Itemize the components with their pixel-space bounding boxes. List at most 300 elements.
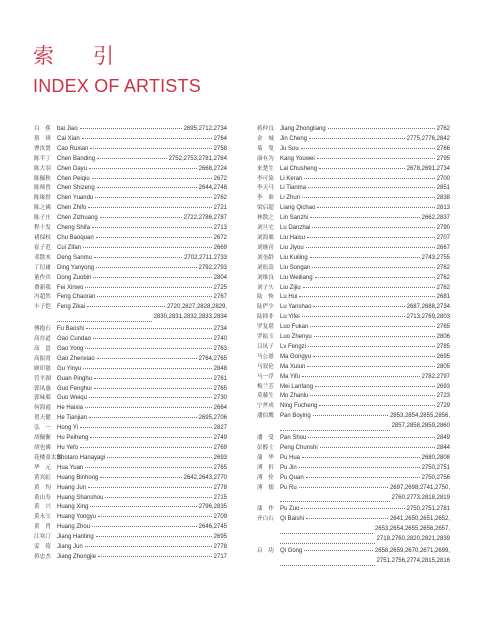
page-numbers: 2718,2760,2820,2821,2839	[376, 536, 450, 543]
artist-name-en: Pu Quan	[280, 474, 304, 481]
index-entry-body	[57, 434, 227, 444]
artist-name-zh: 费新我	[34, 284, 51, 291]
dot-leader	[82, 138, 212, 139]
index-entry-body	[57, 404, 227, 414]
index-entry-body	[280, 343, 450, 353]
artist-name-en: Gu Yinyu	[57, 365, 82, 372]
index-entry	[257, 254, 450, 264]
index-entry-line	[57, 464, 227, 474]
artist-name-en: Ma Gongyu	[280, 353, 312, 360]
dot-leader	[312, 267, 434, 268]
index-entry-line	[280, 125, 450, 135]
index-entry-body	[57, 543, 227, 553]
artist-name-zh: 顾印愚	[34, 365, 51, 372]
index-entry	[257, 293, 450, 303]
artist-name-en: Li Zhun	[280, 195, 301, 202]
artist-name-zh: 崔子范	[34, 244, 51, 251]
artist-name-en: Pu Ru	[280, 484, 297, 491]
index-entry-line	[280, 293, 450, 303]
index-entry-line	[57, 404, 227, 414]
index-entry	[34, 394, 227, 404]
dot-leader	[317, 207, 434, 208]
index-entry	[34, 385, 227, 395]
dot-leader	[105, 497, 211, 498]
dot-leader	[307, 366, 434, 367]
page-numbers: 2713,2769,2803	[406, 314, 450, 321]
artist-name-en: Ma Xulun	[280, 363, 306, 370]
artist-name-en: Pu Hua	[280, 454, 301, 461]
index-entry-body	[280, 353, 450, 363]
index-entry-line	[57, 194, 227, 204]
index-entry	[34, 204, 227, 214]
artist-name-en: Chen Banding	[57, 155, 96, 162]
dot-leader	[96, 536, 212, 537]
dot-leader	[314, 336, 435, 337]
artist-name-zh: 潘 受	[257, 435, 274, 442]
artist-name-zh: 丁衍庸	[34, 264, 51, 271]
artist-name-zh: 白 蕉	[34, 126, 51, 132]
page-numbers: 2695	[436, 353, 450, 360]
page-numbers: 2785	[436, 343, 450, 350]
artist-name-zh: 蔡 琪	[34, 135, 51, 142]
artist-name-zh: 马一浮	[257, 373, 274, 380]
index-entry-body	[57, 184, 227, 194]
dot-leader	[97, 358, 197, 359]
index-entry-body	[57, 175, 227, 185]
dot-leader	[313, 356, 435, 357]
artist-name-en: Lai Chusheng	[280, 165, 318, 172]
page-numbers: 2680,2808	[421, 454, 450, 461]
index-entry-body	[57, 533, 227, 543]
index-entry-body	[57, 244, 227, 254]
index-entry-line	[57, 355, 227, 365]
artist-name-en: Li Keran	[280, 175, 303, 182]
index-entry	[34, 444, 227, 454]
artist-name-zh: 潘伯鹰	[257, 413, 274, 420]
artist-name-en: Jiang Hanting	[57, 534, 94, 541]
dot-leader	[310, 217, 420, 218]
artist-name-zh: 陈师曾	[34, 185, 51, 192]
artist-name-en: Gao Yong	[57, 345, 84, 352]
page-numbers: 2762	[436, 126, 450, 132]
index-column-left	[34, 125, 227, 563]
artist-name-zh: 华 元	[34, 464, 51, 471]
index-entry	[34, 474, 227, 484]
index-entry	[257, 454, 450, 464]
index-entry	[34, 404, 227, 414]
index-entry	[257, 373, 450, 383]
artist-name-en: Ma Yifu	[280, 373, 301, 380]
artist-name-zh: 邓散木	[34, 254, 51, 261]
artist-name-zh: 陈之佛	[34, 205, 51, 212]
index-entry	[34, 553, 227, 563]
index-entry-line	[57, 293, 227, 303]
index-entry	[257, 224, 450, 234]
index-entry-body	[280, 155, 450, 165]
artist-name-zh: 胡也佛	[34, 445, 51, 451]
page-numbers: 2813	[436, 205, 450, 212]
page-numbers: 2653,2654,2655,2656,2657,	[374, 526, 450, 533]
index-entry-line	[57, 523, 227, 533]
index-entry-line	[280, 214, 450, 224]
artist-name-en: Lv Fengzi	[280, 343, 307, 350]
artist-name-en: Ju Sou	[280, 145, 299, 152]
artist-name-en: Lin Sanzhi	[280, 215, 309, 222]
page-numbers: 2775,2776,2842	[406, 135, 450, 142]
artist-name-zh: 蒋忠杰	[34, 553, 51, 560]
index-entry	[34, 254, 227, 264]
dot-leader	[92, 227, 212, 228]
index-entry-body	[280, 474, 450, 484]
index-entry-line	[280, 363, 450, 373]
index-entry	[34, 175, 227, 185]
index-entry	[34, 325, 227, 335]
index-entry-body	[57, 494, 227, 504]
index-entry-line	[280, 254, 450, 264]
artist-name-zh: 马公愚	[257, 353, 274, 360]
page-numbers: 2743,2755	[421, 254, 450, 261]
index-entry-body	[57, 274, 227, 284]
artist-name-en: Shotaro Hanayagi	[57, 454, 106, 461]
index-entry-line	[280, 224, 450, 234]
page-numbers: 2764,2765	[198, 355, 227, 362]
page-numbers: 2678,2691,2734	[406, 165, 450, 172]
artist-name-en: Cheng Shifa	[57, 225, 91, 232]
index-entry	[34, 484, 227, 494]
index-entry-body	[280, 383, 450, 393]
artist-name-zh: 罗复堪	[257, 324, 274, 331]
artist-name-zh: 刘子久	[257, 284, 274, 291]
artist-name-zh: 黄宾虹	[34, 474, 51, 481]
index-entry	[257, 412, 450, 432]
artist-name-zh: 郭味蕖	[34, 395, 51, 402]
index-entry	[257, 264, 450, 274]
index-entry-body	[57, 375, 227, 385]
dot-leader	[328, 128, 435, 129]
dot-leader	[97, 187, 197, 188]
page-numbers: 2702,2711,2733	[184, 254, 227, 261]
page-numbers: 2697,2698,2741,2750,	[389, 484, 450, 491]
artist-name-zh: 刘继卣	[257, 244, 274, 251]
index-entry-continuation	[57, 313, 227, 323]
index-entry-line	[280, 204, 450, 214]
index-entry-line	[57, 543, 227, 553]
artist-name-en: He Haixia	[57, 405, 84, 412]
index-entry-body	[280, 184, 450, 194]
dot-leader	[280, 421, 390, 431]
index-entry-body	[57, 474, 227, 484]
index-entry-line	[280, 402, 450, 412]
index-entry	[257, 303, 450, 313]
index-entry	[34, 543, 227, 553]
dot-leader	[88, 487, 212, 488]
page-numbers: 2804	[213, 274, 227, 281]
page-numbers: 2795	[436, 155, 450, 162]
index-entry-body	[280, 434, 450, 444]
index-entry-line	[57, 254, 227, 264]
index-entry-line	[57, 553, 227, 563]
index-entry-body	[57, 234, 227, 244]
dot-leader	[93, 338, 212, 339]
index-entry-body	[57, 284, 227, 294]
artist-name-zh: 郭凤惠	[34, 385, 51, 392]
artist-name-zh: 李 准	[257, 195, 274, 202]
index-entry-body	[280, 303, 450, 313]
index-entry-body	[57, 355, 227, 365]
artist-name-zh: 马叙伦	[257, 363, 274, 370]
index-entry-line	[57, 414, 227, 424]
index-entry-body	[280, 214, 450, 224]
index-entry-body	[57, 135, 227, 145]
artist-name-zh: 宁斧成	[257, 403, 274, 410]
artist-name-zh: 彭醇士	[257, 445, 274, 451]
artist-name-zh: 溥 伒	[257, 464, 274, 471]
index-entry	[34, 125, 227, 135]
dot-leader	[98, 516, 212, 517]
page-numbers: 2796,2835	[198, 504, 227, 511]
index-entry-line	[280, 155, 450, 165]
index-entry	[34, 523, 227, 533]
page-numbers: 2723	[436, 393, 450, 400]
artist-name-en: Huang Yongyu	[57, 514, 97, 521]
dot-leader	[83, 368, 211, 369]
index-entry-body	[280, 515, 450, 545]
dot-leader	[302, 457, 420, 458]
index-entry-body	[57, 204, 227, 214]
dot-leader	[94, 378, 212, 379]
index-entry-body	[57, 165, 227, 175]
artist-name-zh: 黄 胄	[34, 524, 51, 531]
artist-name-en: Ning Fucheng	[280, 403, 318, 410]
index-entry-line	[57, 394, 227, 404]
index-entry	[257, 474, 450, 484]
page-numbers: 2805	[436, 363, 450, 370]
artist-name-zh: 弘 一	[34, 425, 51, 432]
page-numbers: 2725	[213, 284, 227, 291]
index-entry-line	[280, 383, 450, 393]
index-entry-body	[280, 402, 450, 412]
index-entry	[257, 194, 450, 204]
index-entry-line	[280, 274, 450, 284]
index-entry-body	[57, 214, 227, 224]
artist-name-en: Huang Binhong	[57, 474, 99, 481]
artist-name-zh: 傅抱石	[34, 326, 51, 333]
index-entry-body	[57, 335, 227, 345]
artist-name-en: Fei Xinwo	[57, 284, 84, 291]
page-numbers: 2792,2793	[198, 264, 227, 271]
artist-name-zh: 罗振玉	[257, 334, 274, 341]
index-entry-line	[57, 274, 227, 284]
artist-name-en: Liu Songan	[280, 264, 311, 271]
page-numbers: 2734	[213, 326, 227, 333]
dot-leader	[98, 556, 212, 557]
artist-name-en: Guo Fenghui	[57, 385, 92, 392]
index-entry-continuation	[280, 535, 450, 545]
page-numbers: 2778	[213, 484, 227, 491]
index-entry-line	[57, 165, 227, 175]
index-entry	[257, 402, 450, 412]
index-entry	[34, 454, 227, 464]
page-numbers: 2806	[436, 334, 450, 341]
index-entry	[34, 244, 227, 254]
index-entry	[34, 274, 227, 284]
artist-name-en: Deng Sanmu	[57, 254, 93, 261]
index-entry	[257, 343, 450, 353]
artist-name-en: Gao Cundao	[57, 336, 92, 343]
index-entry-line	[57, 135, 227, 145]
index-entry-line	[57, 444, 227, 454]
index-entry-line	[280, 244, 450, 254]
dot-leader	[301, 148, 435, 149]
page-numbers: 2765	[213, 385, 227, 392]
index-entry	[34, 194, 227, 204]
dot-leader	[97, 158, 167, 159]
artist-name-zh: 黄山寿	[34, 494, 51, 501]
index-entry-body	[57, 503, 227, 513]
artist-name-en: Lu Danzhai	[280, 225, 311, 232]
index-entry	[34, 375, 227, 385]
artist-name-zh: 江寒汀	[34, 534, 51, 541]
page-numbers: 2851	[436, 185, 450, 192]
page-numbers: 2749	[213, 435, 227, 442]
index-entry-line	[57, 125, 227, 135]
dot-leader	[302, 197, 435, 198]
index-entry	[257, 145, 450, 155]
index-entry-line	[57, 264, 227, 274]
index-entry-line	[57, 184, 227, 194]
index-entry	[34, 303, 227, 323]
dot-leader	[313, 415, 388, 416]
page-numbers: 2700	[436, 175, 450, 182]
artist-name-zh: 黄永玉	[34, 514, 51, 521]
artist-name-zh: 梅兰芳	[257, 383, 274, 390]
dot-leader	[303, 287, 435, 288]
index-entry	[34, 234, 227, 244]
index-entry-line	[57, 513, 227, 523]
index-entry-line	[57, 454, 227, 464]
artist-name-en: Huang Xing	[57, 504, 89, 511]
index-entry-body	[57, 125, 227, 135]
artist-name-zh: 刘维良	[257, 274, 274, 281]
artist-name-en: Peng Chunshi	[280, 445, 318, 451]
page-numbers: 2713	[213, 225, 227, 232]
dot-leader	[96, 267, 196, 268]
artist-name-en: Jiang Zhongliang	[280, 126, 326, 132]
artist-name-en: Hong Yi	[57, 425, 79, 432]
artist-name-en: Chen Peiqiu	[57, 175, 90, 182]
index-entry	[257, 363, 450, 373]
index-entry-body	[57, 155, 227, 165]
dot-leader	[320, 447, 435, 448]
page-numbers: 2641,2650,2651,2652,	[389, 516, 450, 523]
index-entry	[34, 224, 227, 234]
index-entry	[257, 155, 450, 165]
page-numbers: 2750,2756	[421, 474, 450, 481]
artist-name-en: Jiang Zhongjie	[57, 553, 97, 560]
artist-name-zh: 刘旦宅	[257, 225, 274, 232]
index-entry-line	[57, 325, 227, 335]
artist-name-en: Chen Shizeng	[57, 185, 95, 192]
page-numbers: 2693	[436, 383, 450, 390]
index-entry-body	[280, 244, 450, 254]
artist-name-en: Fu Baoshi	[57, 326, 85, 333]
index-entry-line	[57, 155, 227, 165]
page-numbers: 2767	[213, 294, 227, 301]
artist-name-zh: 溥 儒	[257, 484, 274, 491]
page-numbers: 2760,2773,2818,2819	[391, 494, 450, 501]
index-entry-line	[57, 503, 227, 513]
index-entry-body	[57, 254, 227, 264]
artist-name-zh: 董作宾	[34, 274, 51, 281]
index-entry-body	[280, 194, 450, 204]
index-entry	[34, 513, 227, 523]
page-numbers: 2849	[436, 435, 450, 442]
artist-name-en: Liu Jiyou	[280, 244, 304, 251]
artist-name-en: Hu Peiheng	[57, 435, 89, 442]
dot-leader	[310, 257, 420, 258]
artist-name-zh: 陆 恢	[257, 294, 274, 301]
index-entry-line	[280, 434, 450, 444]
index-entry-line	[57, 424, 227, 434]
index-entry-line	[57, 375, 227, 385]
index-entry-line	[57, 385, 227, 395]
artist-name-en: Liu Weiliang	[280, 274, 313, 281]
index-entry-body	[57, 385, 227, 395]
artist-name-zh: 曹汝贤	[34, 145, 51, 152]
index-entry-body	[280, 264, 450, 274]
artist-name-en: Li Tianma	[280, 185, 307, 192]
artist-name-en: Feng Zikai	[57, 304, 86, 311]
page-numbers: 2681	[436, 294, 450, 301]
artist-name-en: Ding Yanyong	[57, 264, 95, 271]
page-numbers: 2707	[436, 234, 450, 241]
page-numbers: 2830,2831,2832,2833,2834	[153, 314, 227, 321]
dot-leader	[94, 257, 182, 258]
index-entry-line	[280, 175, 450, 185]
artist-name-en: bai Jiao	[57, 126, 78, 132]
dot-leader	[306, 247, 435, 248]
index-entry	[257, 165, 450, 175]
dot-leader	[96, 237, 212, 238]
index-entry-body	[57, 145, 227, 155]
index-entry-line	[280, 373, 450, 383]
index-entry	[257, 135, 450, 145]
index-entry	[34, 365, 227, 375]
artist-name-en: Guan Pinghu	[57, 375, 93, 382]
page-numbers: 2667	[436, 244, 450, 251]
artist-name-zh: 李可染	[257, 175, 274, 182]
index-entry	[34, 155, 227, 165]
index-entry	[257, 392, 450, 402]
page-numbers: 2695	[213, 534, 227, 541]
index-entry	[34, 464, 227, 474]
index-entry	[34, 135, 227, 145]
artist-name-zh: 贺天健	[34, 415, 51, 422]
page-numbers: 2662,2837	[421, 215, 450, 222]
index-entry-body	[57, 513, 227, 523]
index-entry-continuation	[280, 494, 450, 504]
index-entry-line	[57, 494, 227, 504]
dot-leader	[90, 437, 211, 438]
dot-leader	[92, 526, 197, 527]
index-entry-body	[280, 293, 450, 303]
dot-leader	[280, 534, 375, 544]
index-entry-continuation	[280, 557, 450, 567]
index-entry-body	[280, 165, 450, 175]
artist-name-en: Guo Weiqu	[57, 395, 87, 402]
index-entry-line	[280, 313, 450, 323]
artist-name-zh: 黄 兴	[34, 504, 51, 511]
